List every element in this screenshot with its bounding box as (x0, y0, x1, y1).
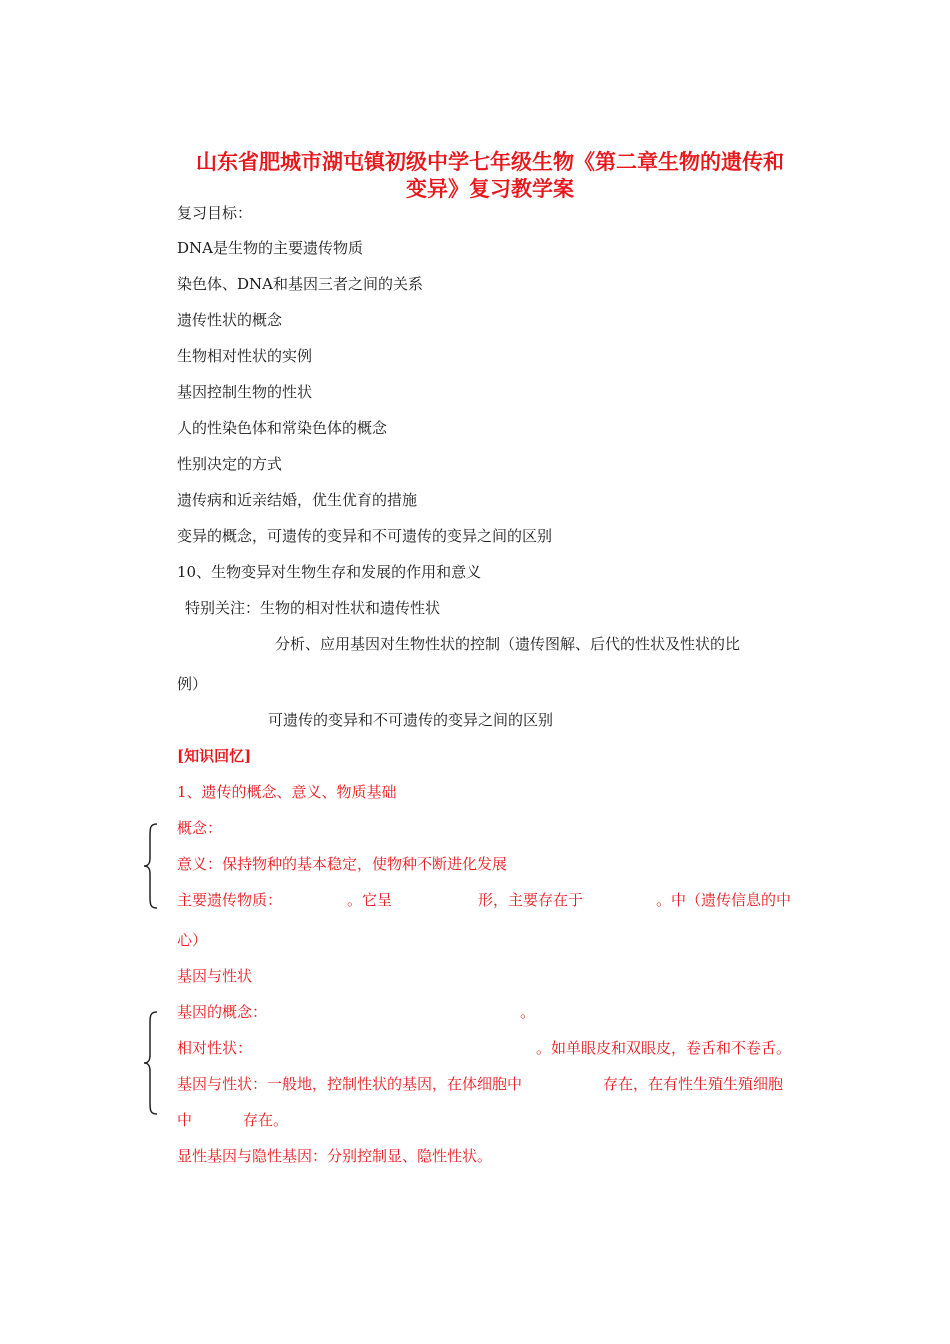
objectives-heading: 复习目标： (177, 204, 253, 222)
objective-item: 遗传病和近亲结婚，优生优育的措施 (177, 491, 418, 509)
gene-and-trait-line-d: 存在。 (243, 1111, 289, 1129)
gene-concept-label: 基因的概念： (177, 1003, 268, 1021)
objective-item: 生物相对性状的实例 (177, 347, 313, 365)
brace-icon (141, 1010, 161, 1116)
meaning-line: 意义：保持物种的基本稳定，使物种不断进化发展 (177, 855, 508, 873)
focus-line-3: 例） (177, 675, 208, 693)
dominant-recessive-line: 显性基因与隐性基因：分别控制显、隐性性状。 (177, 1147, 493, 1165)
section-1-title: 1、遗传的概念、意义、物质基础 (177, 783, 397, 801)
document-title-line-1: 山东省肥城市湖屯镇初级中学七年级生物《第二章生物的遗传和 (196, 150, 784, 174)
document-title-line-2: 变异》复习教学案 (406, 177, 574, 201)
material-text-b: 。它呈 (347, 891, 393, 909)
gene-trait-heading: 基因与性状 (177, 967, 253, 985)
objective-item: 10、生物变异对生物生存和发展的作用和意义 (177, 563, 482, 581)
focus-line-2: 分析、应用基因对生物性状的控制（遗传图解、后代的性状及性状的比 (275, 635, 741, 653)
material-label: 主要遗传物质： (177, 891, 283, 909)
objective-item: 人的性染色体和常染色体的概念 (177, 419, 388, 437)
objective-item: 性别决定的方式 (177, 455, 283, 473)
gene-concept-end: 。 (520, 1003, 536, 1021)
objective-item: DNA是生物的主要遗传物质 (177, 239, 363, 257)
material-text-e: 心） (177, 931, 208, 949)
material-text-c: 形，主要存在于 (478, 891, 584, 909)
objective-item: 基因控制生物的性状 (177, 383, 313, 401)
focus-line-1: 特别关注：生物的相对性状和遗传性状 (185, 599, 441, 617)
concept-line: 概念： (177, 819, 223, 837)
focus-line-4: 可遗传的变异和不可遗传的变异之间的区别 (268, 711, 554, 729)
relative-trait-label: 相对性状： (177, 1039, 253, 1057)
review-heading: [知识回忆] (177, 747, 252, 765)
objective-item: 遗传性状的概念 (177, 311, 283, 329)
brace-icon (141, 822, 161, 910)
relative-trait-example: 。如单眼皮和双眼皮，卷舌和不卷舌。 (536, 1039, 792, 1057)
objective-item: 染色体、DNA和基因三者之间的关系 (177, 275, 423, 293)
objective-item: 变异的概念，可遗传的变异和不可遗传的变异之间的区别 (177, 527, 553, 545)
gene-and-trait-line: 基因与性状：一般地，控制性状的基因，在体细胞中 (177, 1075, 523, 1093)
gene-and-trait-line-c: 中 (177, 1111, 193, 1129)
gene-and-trait-line-b: 存在，在有性生殖生殖细胞 (603, 1075, 784, 1093)
material-text-d: 。中（遗传信息的中 (656, 891, 792, 909)
